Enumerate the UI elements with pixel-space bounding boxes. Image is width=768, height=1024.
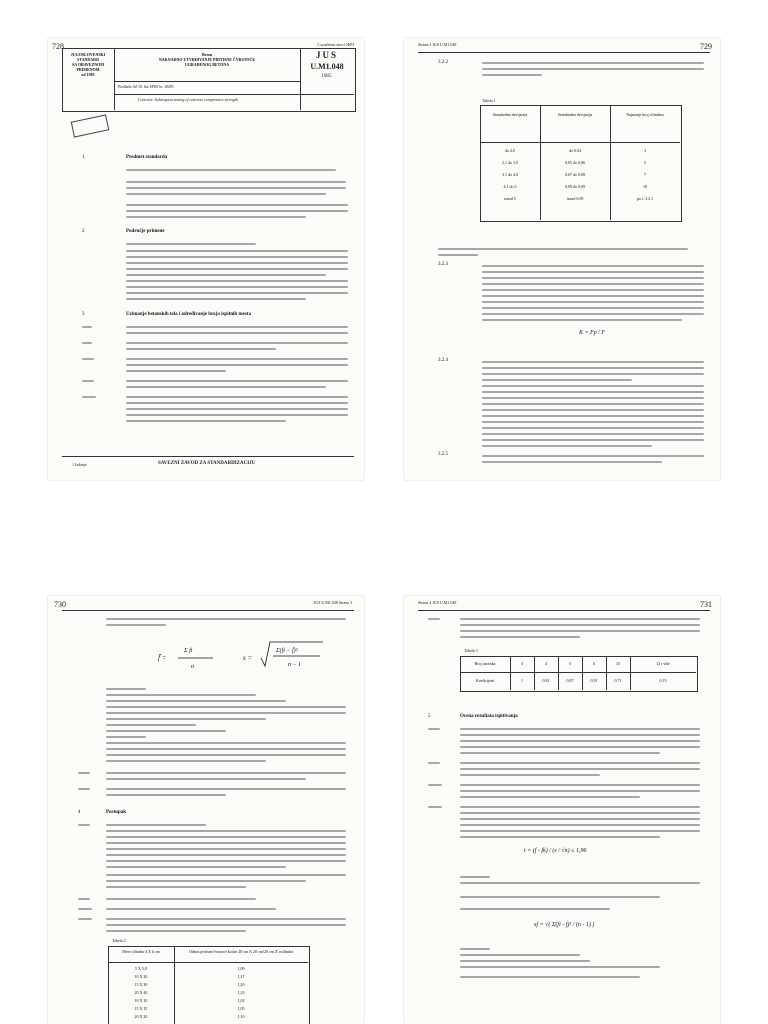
reference-line: Predlaže SZ Sl. list SFRJ br. 48/85 (118, 84, 174, 89)
document-page-730: 730 JUS U.M1.048 Strana 3 f̄ = Σ fi n s = Σ(fi − f̄)² n − 1 4 Postupak Tabela 2 Mere cilindra d X h cm Odnos pritisne čvrstoće kocke 20 cm X 20 cm/20 cm X ocilindra 5 X 5,0 1,09 10 X 20 1,17 15 X 30 1,20 20 X 40 1,23 10 X 10 1,02 15 X 15 1,05 20 X 20 1,10 (48, 596, 364, 1024)
section-number: 3.2.3 (438, 262, 448, 267)
section-title: Područje primene (126, 229, 165, 234)
document-page-728 (48, 38, 364, 480)
page-header: JUS U.M1.048 Strana 3 (313, 600, 352, 605)
left-block-label: JUGOSLOVENSKI STANDARD SA OBAVEZNOM PRIMENOM od 1985 (70, 52, 106, 77)
page-header: Strana 4 JUS U.M1.048 (418, 600, 457, 605)
formula-block (158, 636, 328, 678)
formula-graphic (158, 636, 328, 678)
section-number: 5 (428, 714, 431, 719)
section-title: Uzimanje betonskih tela i određivanje broja ispitnih mesta (126, 312, 251, 317)
formula-std-dev: sf = √( Σ(fi - f)² / (n - 1) ) (534, 922, 595, 928)
document-page-731: Strana 4 JUS U.M1.048 731 Tabela 3 Broj uzoraka 3 4 5 6 15 12 i više Koeficijent 1 0,81 0,87 0,91 0,71 0,15 5 Ocena rezultata ispitivanja t = (f - fk) / (s / √n) ≤ 1,96 sf = √( Σ(fi - f)² / (n - 1) ) (404, 596, 720, 1024)
jus-year: 1985. (321, 74, 333, 79)
section-title: Postupak (106, 810, 127, 815)
formula-t-test: t = (f - fk) / (s / √n) ≤ 1,96 (524, 848, 587, 854)
table-header: Odnos pritisne čvrstoće kocke 20 cm X 20 cm/20 cm X ocilindra (188, 949, 294, 954)
jus-number: U.M1.048 (310, 62, 344, 71)
edition-label: 1 Izdanje (72, 462, 87, 467)
institute-name: SAVEZNI ZAVOD ZA STANDARDIZACIJU (158, 461, 256, 466)
table-header: Mere cilindra d X h cm (122, 949, 160, 954)
table-title: Tabela 1 (482, 98, 496, 103)
table-header: Najmanji broj cilindara (626, 112, 664, 117)
svg-text:Σ fi: Σ fi (184, 648, 193, 654)
section-number: 4 (78, 810, 81, 815)
svg-text:n: n (191, 664, 194, 670)
section-title: Predmet standarda (126, 155, 168, 160)
section-number: 3 (82, 312, 85, 317)
section-number: 3.2.4 (438, 358, 448, 363)
jus-code: JUS (315, 50, 338, 60)
section-number: 3.2.2 (438, 60, 448, 65)
table-header: Standardna devijacija (492, 112, 528, 117)
section-number: 2 (82, 229, 85, 234)
page-header: Службени лист СФРЈ (317, 42, 354, 47)
svg-text:n − 1: n − 1 (288, 662, 302, 668)
formula-k: K = Fp / F (579, 330, 606, 336)
section-number: 3.2.5 (438, 452, 448, 457)
section-title: Ocena rezultata ispitivanja (460, 714, 518, 719)
standard-title: Beton NAKNADNO UTVRĐIVANJE PRITISNE ČVRSTOĆE UGRAĐENOG BETONA (158, 52, 256, 67)
svg-text:f̄ =: f̄ = (158, 654, 167, 662)
page-number: 729 (700, 42, 712, 51)
page-number: 731 (700, 600, 712, 609)
table-title: Tabela 3 (464, 648, 478, 653)
svg-text:Σ(fi − f̄)²: Σ(fi − f̄)² (276, 648, 298, 654)
document-page-729: Strana 2 JUS U.M1.048 729 3.2.2 Tabela 1 Standardna devijacija Standardna devijacija Najmanji broj cilindara do 2,0 do 0,04 3 2,1 do 3,0 0,05 do 0,06 5 3,1 do 4,0 0,07 do 0,08 7 4,1 do 5 0,09 do 0,09 10 iznad 5 iznad 0,09 po t. 3.2.1 3.2.3 K = Fp / F 3.2.4 3.2.5 (404, 38, 720, 480)
page-header: Strana 2 JUS U.M1.048 (418, 42, 457, 47)
page-number: 730 (54, 600, 66, 609)
table-header: Standardna devijacija (557, 112, 593, 117)
section-number: 1 (82, 155, 85, 160)
page-number: 728 (52, 42, 64, 51)
library-stamp (71, 114, 110, 137)
svg-text:s =: s = (243, 654, 253, 662)
table-title: Tabela 2 (112, 938, 126, 943)
english-title: Concrete. Subsequent testing of concrete compressive strength (138, 97, 238, 102)
